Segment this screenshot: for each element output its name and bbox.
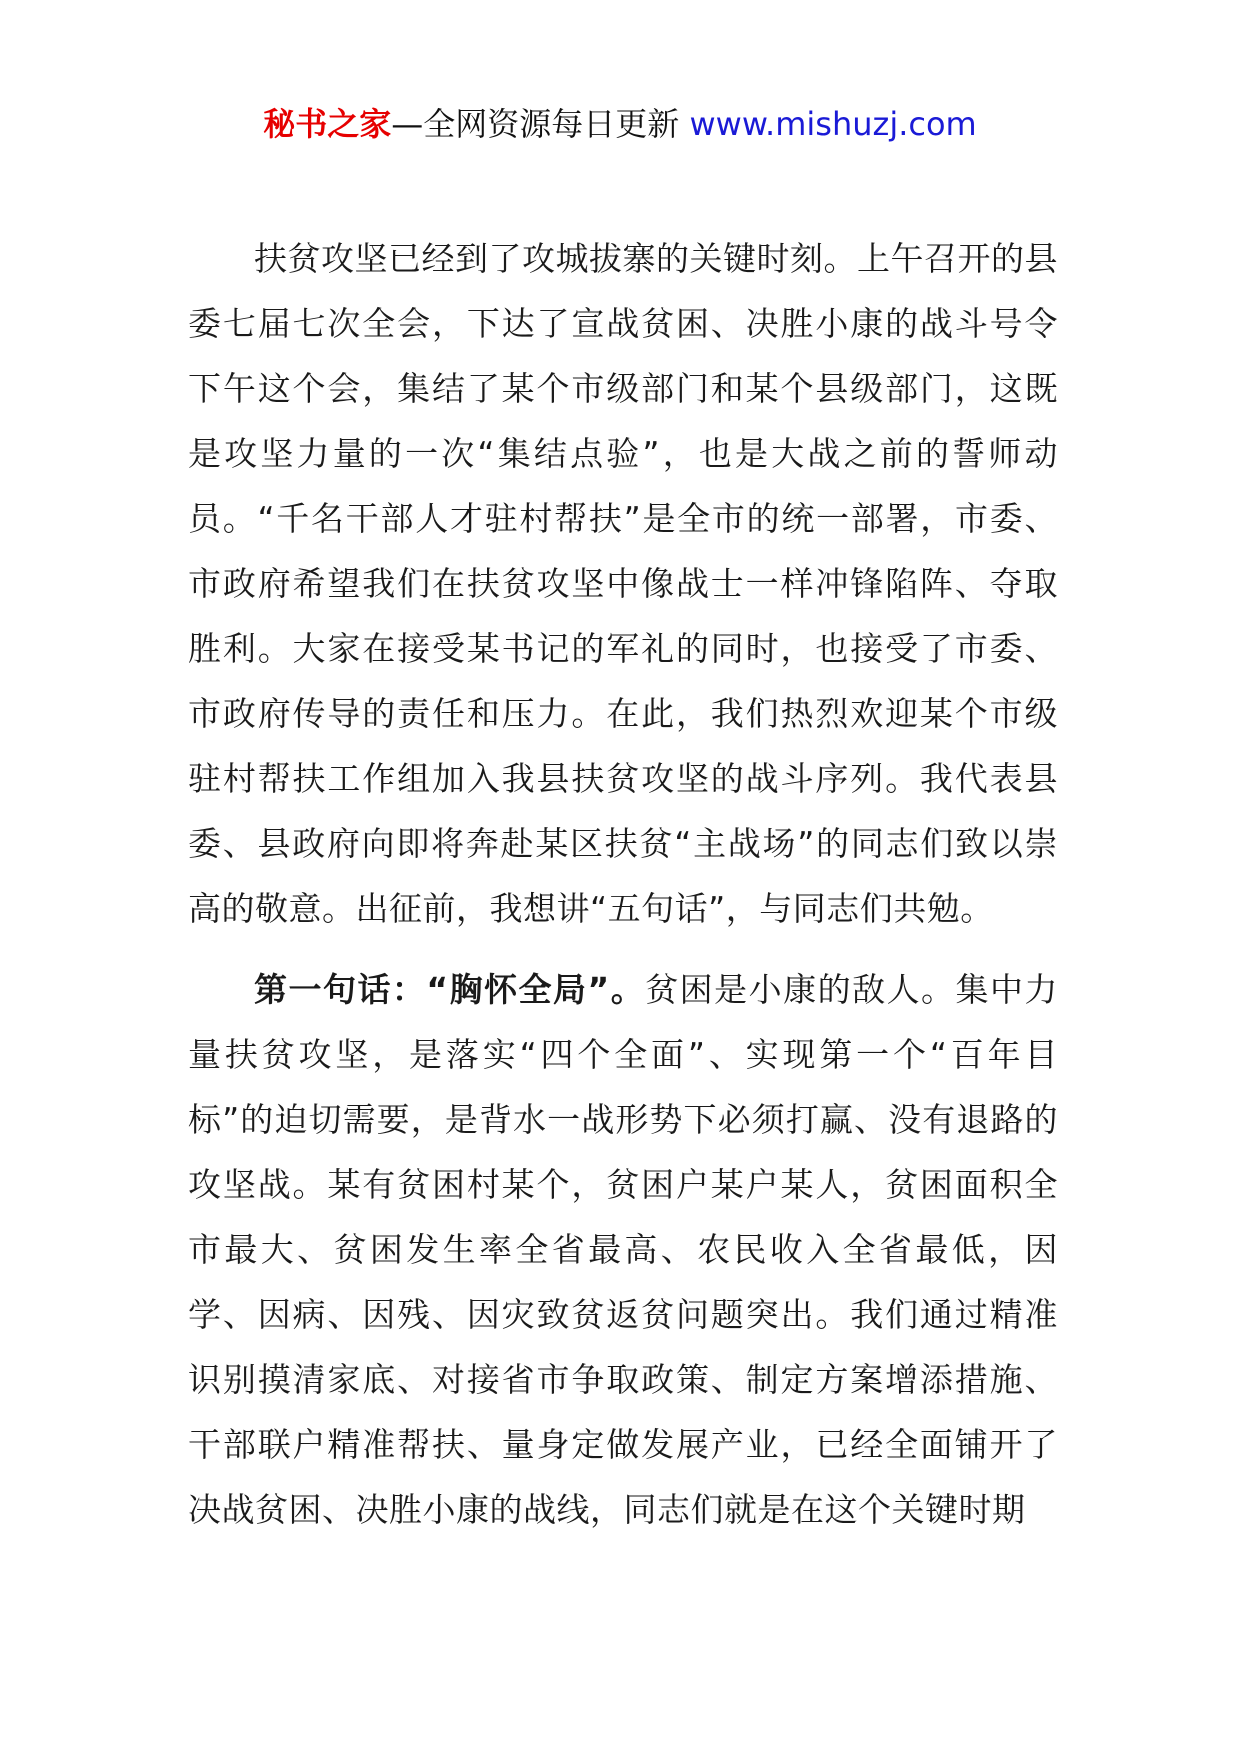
paragraph-lead: 第一句话：“胸怀全局”。 <box>254 970 646 1009</box>
document-body <box>188 226 1058 1542</box>
site-slogan: —全网资源每日更新 <box>391 105 690 143</box>
paragraph-text: 扶贫攻坚已经到了攻城拔寨的关键时刻。上午召开的县委七届七次全会，下达了宣战贫困、决胜小康的战斗号令下午这个会，集结了某个市级部门和某个县级部门，这既是攻坚力量的一次“集结点验”，也是大战之前的誓师动员。“千名干部人才驻村帮扶”是全市的统一部署，市委、市政府希望我们在扶贫攻坚中像战士一样冲锋陷阵、夺取胜利。大家在接受某书记的军礼的同时，也接受了市委、市政府传导的责任和压力。在此，我们热烈欢迎某个市级驻村帮扶工作组加入我县扶贫攻坚的战斗序列。我代表县委、县政府向即将奔赴某区扶贫“主战场”的同志们致以崇高的敬意。出征前，我想讲“五句话”，与同志们共勉。 <box>188 239 1058 928</box>
site-header <box>0 104 1240 144</box>
paragraph-text: 贫困是小康的敌人。集中力量扶贫攻坚，是落实“四个全面”、实现第一个“百年目标”的迫切需要，是背水一战形势下必须打赢、没有退路的攻坚战。某有贫困村某个，贫困户某户某人，贫困面积全市最大、贫困发生率全省最高、农民收入全省最低，因学、因病、因残、因灾致贫返贫问题突出。我们通过精准识别摸清家底、对接省市争取政策、制定方案增添措施、干部联户精准帮扶、量身定做发展产业，已经全面铺开了决战贫困、决胜小康的战线，同志们就是在这个关键时期 <box>188 970 1059 1529</box>
paragraph-first-point <box>188 957 1058 1542</box>
paragraph-intro <box>188 226 1058 941</box>
site-url-link[interactable]: www.mishuzj.com <box>689 105 977 143</box>
site-brand: 秘书之家 <box>263 105 392 143</box>
